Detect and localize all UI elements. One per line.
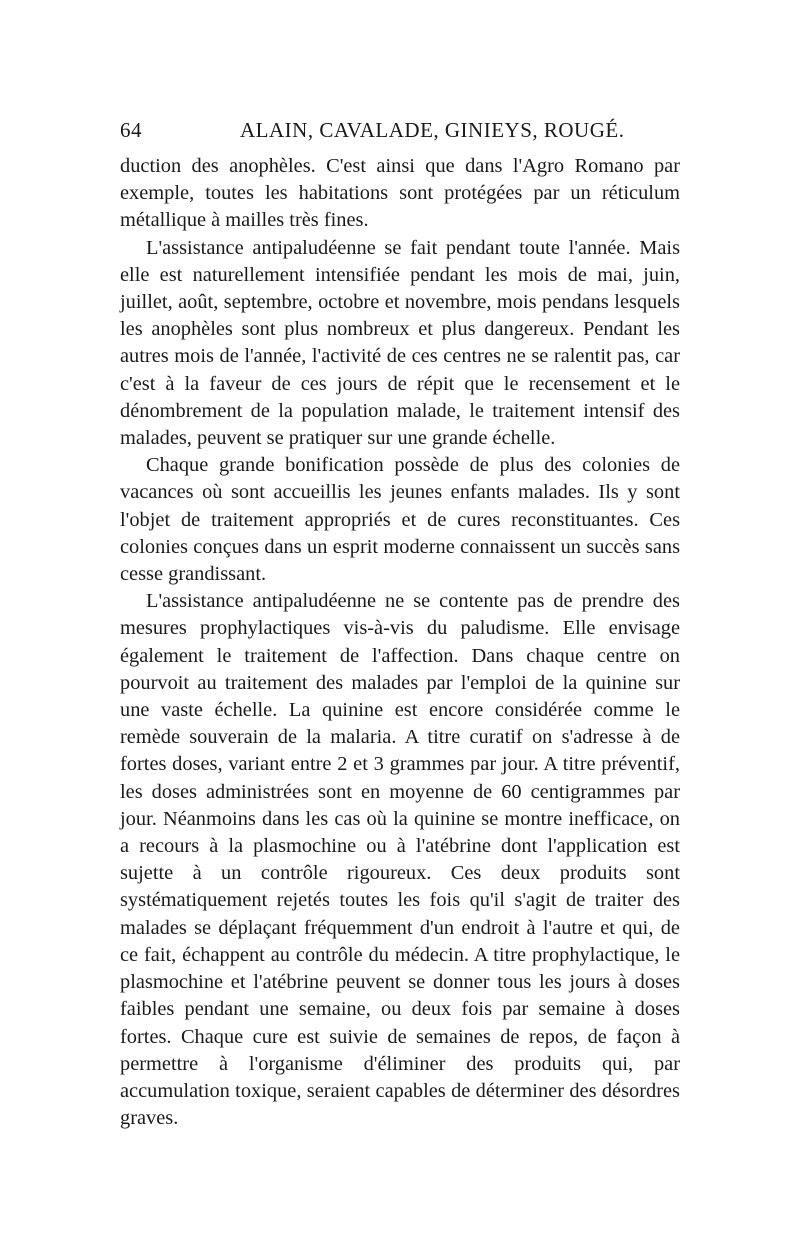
page-number: 64 <box>120 118 142 142</box>
page-header <box>120 118 680 148</box>
paragraph: Chaque grande bonification possède de plus des colonies de vacances où sont accueillis les jeunes enfants malades. Ils y sont l'objet de traitement appropriés et de cures reconstituantes. Ces colonies conçues dans un esprit moderne connaissent un succès sans cesse grandissant. <box>120 454 680 586</box>
running-title: ALAIN, CAVALADE, GINIEYS, ROUGÉ. <box>240 118 625 142</box>
page-body <box>120 153 680 1132</box>
paragraph: L'assistance antipaludéenne se fait pendant toute l'année. Mais elle est naturellement intensifiée pendant les mois de mai, juin, juillet, août, septembre, octobre et novembre, mois pendans lesquels les anophèles sont plus nombreux et plus dangereux. Pendant les autres mois de l'année, l'activité de ces centres ne se ralentit pas, car c'est à la faveur de ces jours de répit que le recensement et le dénombrement de la population malade, le traitement intensif des malades, peuvent se pratiquer sur une grande échelle. <box>120 236 680 450</box>
paragraph: L'assistance antipaludéenne ne se contente pas de prendre des mesures prophylactiques vis-à-vis du paludisme. Elle envisage également le traitement de l'affection. Dans chaque centre on pourvoit au traitement des malades par l'emploi de la quinine sur une vaste échelle. La quinine est encore considérée comme le remède souverain de la malaria. A titre curatif on s'adresse à de fortes doses, variant entre 2 et 3 grammes par jour. A titre préventif, les doses administrées sont en moyenne de 60 centigrammes par jour. Néanmoins dans les cas où la quinine se montre inefficace, on a recours à la plasmochine ou à l'atébrine dont l'application est sujette à un contrôle rigoureux. Ces deux produits sont systématiquement rejetés toutes les fois qu'il s'agit de traiter des malades se déplaçant fréquemment d'un endroit à l'autre et qui, de ce fait, échappent au contrôle du médecin. A titre prophylactique, le plasmochine et l'atébrine peuvent se donner tous les jours à doses faibles pendant une semaine, ou deux fois par semaine à doses fortes. Chaque cure est suivie de semaines de repos, de façon à permettre à l'organisme d'éliminer des produits qui, par accumulation toxique, seraient capables de déterminer des désordres graves. <box>120 590 680 1130</box>
paragraph-continuation: duction des anophèles. C'est ainsi que dans l'Agro Romano par exemple, toutes les habitations sont protégées par un réticulum métallique à mailles très fines. <box>120 155 680 232</box>
